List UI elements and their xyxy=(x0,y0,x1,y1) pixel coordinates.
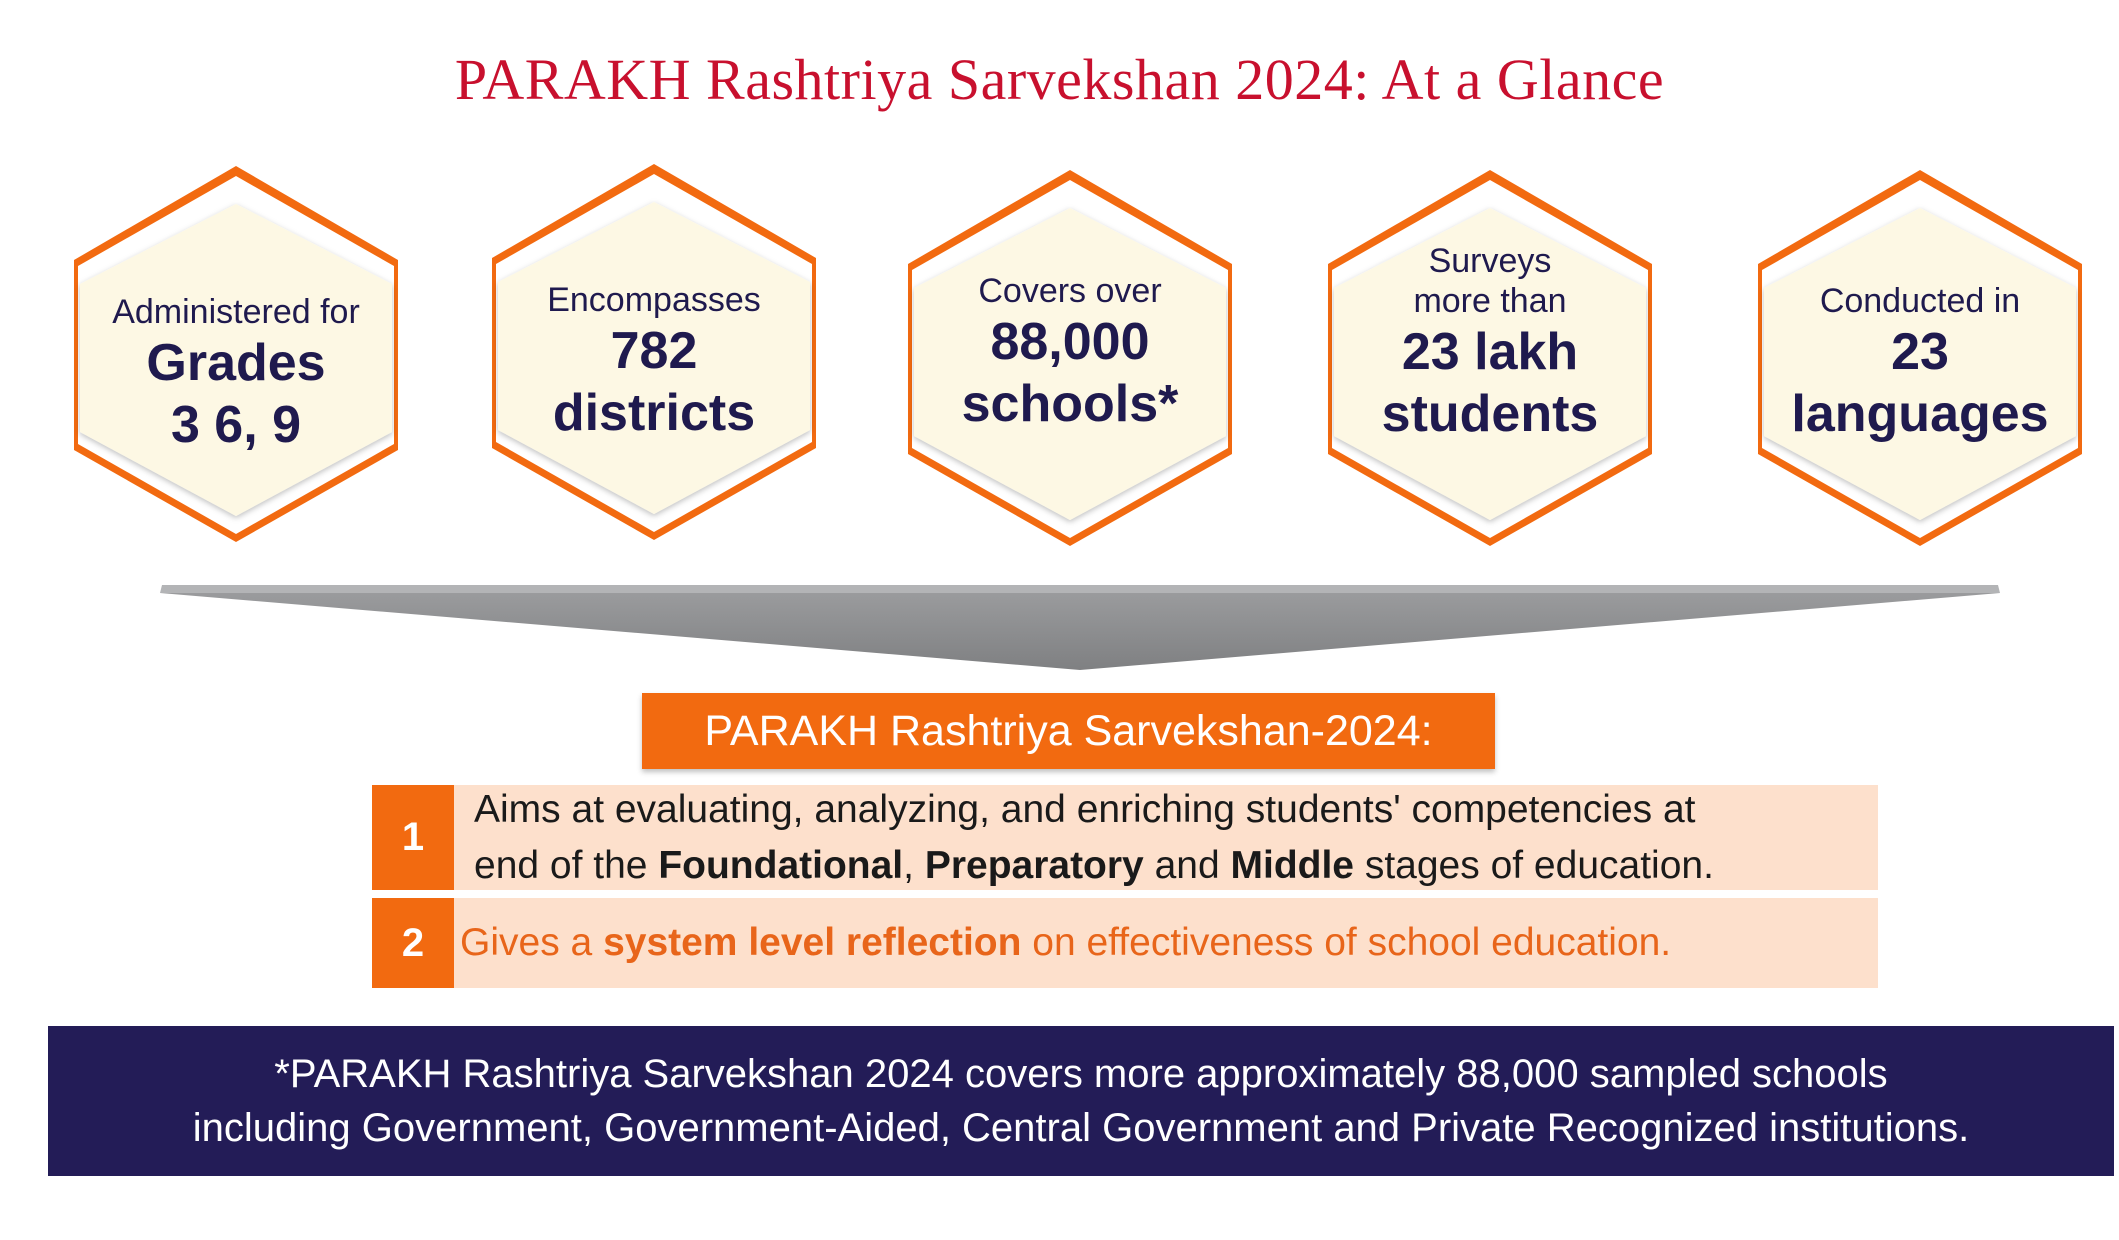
footnote-line1: *PARAKH Rashtriya Sarvekshan 2024 covers more approximately 88,000 sampled schools xyxy=(274,1052,1888,1096)
point-line2-suffix: stages of education. xyxy=(1354,843,1714,887)
stage-middle: Middle xyxy=(1230,843,1354,887)
hex-value-line1: Grades xyxy=(146,334,326,392)
hex-text xyxy=(510,162,798,542)
hex-card-students xyxy=(1326,168,1654,548)
footnote-banner xyxy=(48,1026,2114,1176)
funnel-arrow-shape xyxy=(160,585,2000,670)
hex-label: Conducted in xyxy=(1819,282,2021,320)
stage-foundational: Foundational xyxy=(658,843,904,887)
point-item-2 xyxy=(372,898,1878,988)
hex-card-languages xyxy=(1756,168,2084,548)
point-bold-phrase: system level reflection xyxy=(603,921,1022,964)
point-number-badge: 2 xyxy=(372,898,454,988)
hex-text xyxy=(1346,168,1634,548)
hex-card-schools xyxy=(906,168,1234,548)
hex-value-line2: districts xyxy=(552,384,756,442)
point-suffix: on effectiveness of school education. xyxy=(1021,921,1672,964)
point-line1: Aims at evaluating, analyzing, and enriching students' competencies at xyxy=(474,787,1696,831)
hex-card-grades xyxy=(72,164,400,544)
hex-text xyxy=(926,168,1214,548)
hex-value-line1: 782 xyxy=(610,322,698,380)
point-text xyxy=(460,898,1858,988)
hex-label-line1: Surveys xyxy=(1428,242,1552,280)
hex-value-line2: schools* xyxy=(961,375,1179,433)
stage-preparatory: Preparatory xyxy=(924,843,1144,887)
footnote-line2: including Government, Government-Aided, Central Government and Private Recognized institutions. xyxy=(192,1106,1970,1150)
hex-label-line2: more than xyxy=(1413,282,1567,320)
hex-label: Administered for xyxy=(112,293,360,331)
point-line2-prefix: end of the xyxy=(474,843,659,887)
hex-value-line1: 88,000 xyxy=(990,313,1150,371)
point-number-badge: 1 xyxy=(372,785,454,890)
point-text xyxy=(474,785,1858,890)
separator: , xyxy=(903,843,925,887)
hex-text xyxy=(1776,168,2064,548)
hex-value-line2: 3 6, 9 xyxy=(170,396,302,454)
point-item-1 xyxy=(372,785,1878,890)
hex-label: Covers over xyxy=(978,272,1162,310)
hex-value-line2: students xyxy=(1381,385,1599,443)
hex-text xyxy=(92,164,380,544)
hex-value-line2: languages xyxy=(1791,385,2049,443)
subheader-banner: PARAKH Rashtriya Sarvekshan-2024: xyxy=(642,693,1495,769)
hex-card-districts xyxy=(490,162,818,542)
hex-value-line1: 23 xyxy=(1891,323,1949,381)
hex-value-line1: 23 lakh xyxy=(1401,323,1579,381)
separator: and xyxy=(1143,843,1231,887)
hex-label: Encompasses xyxy=(547,281,761,319)
page-title: PARAKH Rashtriya Sarvekshan 2024: At a Glance xyxy=(454,47,1665,112)
point-prefix: Gives a xyxy=(460,921,604,964)
